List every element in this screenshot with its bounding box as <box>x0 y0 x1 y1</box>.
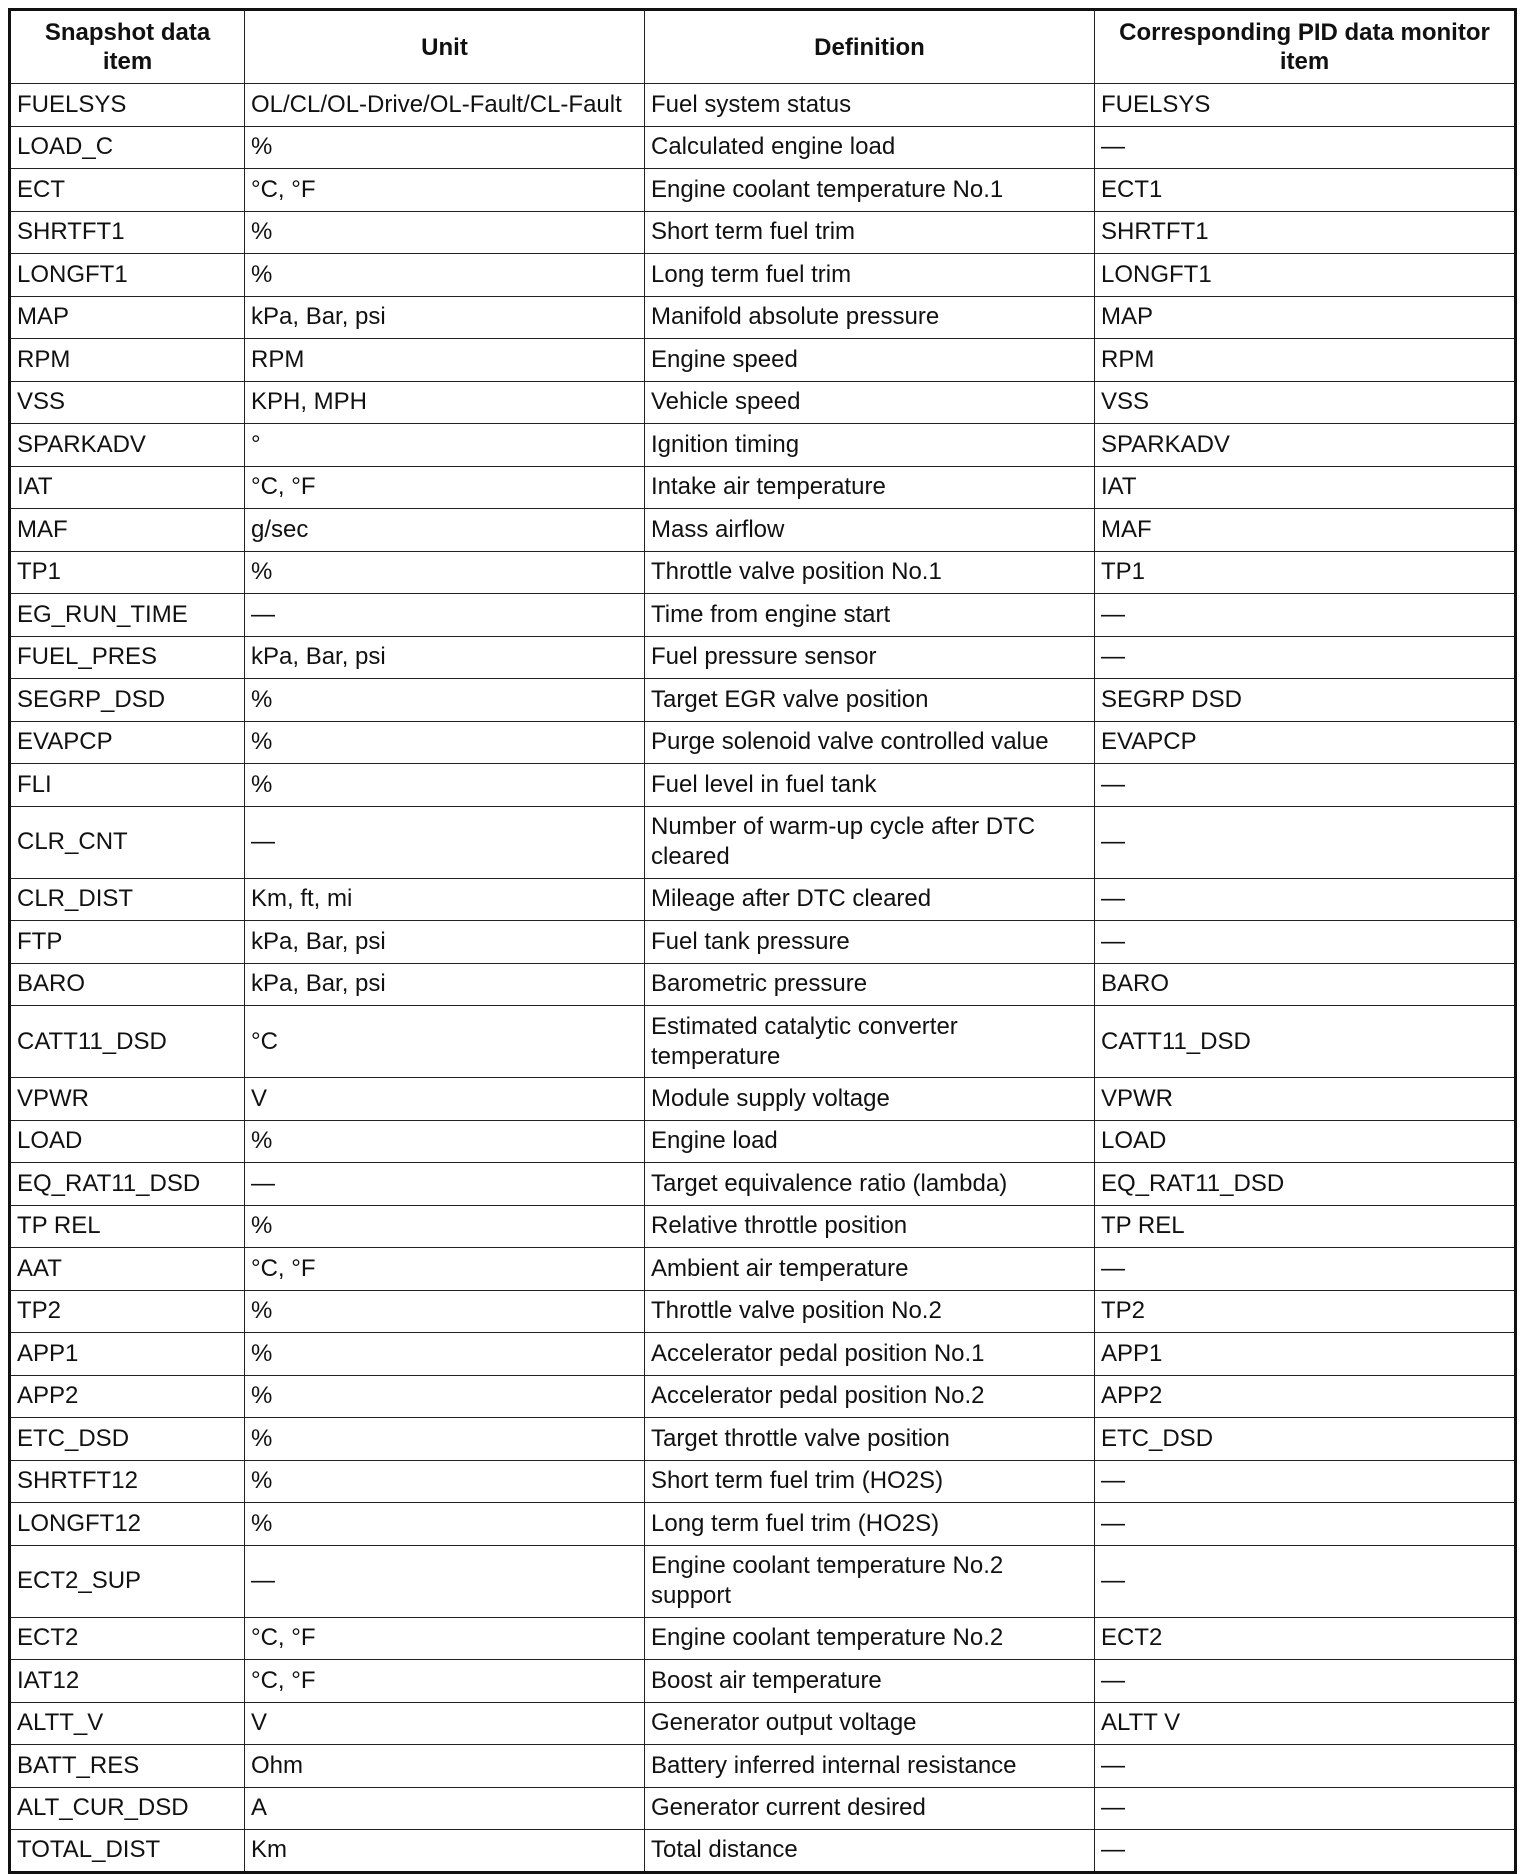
cell-unit: Km, ft, mi <box>245 878 645 921</box>
cell-snapshot-item: VPWR <box>10 1078 245 1121</box>
cell-snapshot-item: TP REL <box>10 1205 245 1248</box>
cell-snapshot-item: MAF <box>10 509 245 552</box>
cell-definition: Engine coolant temperature No.2 support <box>645 1545 1095 1617</box>
cell-definition: Intake air temperature <box>645 466 1095 509</box>
table-row <box>10 509 1516 552</box>
table-row <box>10 381 1516 424</box>
cell-unit: % <box>245 1290 645 1333</box>
cell-definition: Calculated engine load <box>645 126 1095 169</box>
table-row <box>10 254 1516 297</box>
cell-pid-item: MAF <box>1095 509 1516 552</box>
cell-unit: °C <box>245 1006 645 1078</box>
cell-unit: % <box>245 721 645 764</box>
table-row <box>10 636 1516 679</box>
table-row <box>10 1375 1516 1418</box>
table-row <box>10 1660 1516 1703</box>
snapshot-data-table <box>8 8 1517 1874</box>
cell-definition: Generator output voltage <box>645 1702 1095 1745</box>
cell-snapshot-item: EQ_RAT11_DSD <box>10 1163 245 1206</box>
cell-pid-item: — <box>1095 1545 1516 1617</box>
cell-unit: kPa, Bar, psi <box>245 963 645 1006</box>
table-row <box>10 878 1516 921</box>
table-row <box>10 1120 1516 1163</box>
cell-unit: g/sec <box>245 509 645 552</box>
cell-snapshot-item: EG_RUN_TIME <box>10 594 245 637</box>
cell-pid-item: RPM <box>1095 339 1516 382</box>
table-row <box>10 84 1516 127</box>
cell-pid-item: CATT11_DSD <box>1095 1006 1516 1078</box>
cell-unit: Km <box>245 1830 645 1873</box>
table-row <box>10 679 1516 722</box>
cell-definition: Throttle valve position No.1 <box>645 551 1095 594</box>
cell-pid-item: — <box>1095 594 1516 637</box>
table-row <box>10 1702 1516 1745</box>
cell-snapshot-item: CLR_DIST <box>10 878 245 921</box>
cell-snapshot-item: FTP <box>10 921 245 964</box>
cell-snapshot-item: ECT2 <box>10 1617 245 1660</box>
cell-snapshot-item: FLI <box>10 764 245 807</box>
cell-pid-item: — <box>1095 1787 1516 1830</box>
cell-pid-item: ECT2 <box>1095 1617 1516 1660</box>
cell-unit: A <box>245 1787 645 1830</box>
cell-definition: Target EGR valve position <box>645 679 1095 722</box>
cell-unit: °C, °F <box>245 1248 645 1291</box>
table-body <box>10 84 1516 1873</box>
cell-unit: % <box>245 1333 645 1376</box>
cell-snapshot-item: TP1 <box>10 551 245 594</box>
cell-snapshot-item: IAT <box>10 466 245 509</box>
cell-definition: Engine coolant temperature No.2 <box>645 1617 1095 1660</box>
table-row <box>10 1163 1516 1206</box>
cell-unit: — <box>245 806 645 878</box>
cell-definition: Purge solenoid valve controlled value <box>645 721 1095 764</box>
cell-unit: % <box>245 1418 645 1461</box>
cell-snapshot-item: SHRTFT12 <box>10 1460 245 1503</box>
cell-definition: Engine speed <box>645 339 1095 382</box>
cell-snapshot-item: TP2 <box>10 1290 245 1333</box>
cell-definition: Total distance <box>645 1830 1095 1873</box>
cell-pid-item: — <box>1095 878 1516 921</box>
cell-unit: % <box>245 764 645 807</box>
cell-pid-item: SPARKADV <box>1095 424 1516 467</box>
cell-snapshot-item: MAP <box>10 296 245 339</box>
table-row <box>10 1503 1516 1546</box>
header-snapshot-data-item: Snapshot data item <box>10 10 245 84</box>
cell-snapshot-item: CLR_CNT <box>10 806 245 878</box>
cell-snapshot-item: LOAD <box>10 1120 245 1163</box>
cell-unit: % <box>245 1503 645 1546</box>
cell-unit: kPa, Bar, psi <box>245 636 645 679</box>
table-header <box>10 10 1516 84</box>
header-unit: Unit <box>245 10 645 84</box>
cell-snapshot-item: FUELSYS <box>10 84 245 127</box>
cell-unit: kPa, Bar, psi <box>245 296 645 339</box>
cell-snapshot-item: APP1 <box>10 1333 245 1376</box>
cell-definition: Short term fuel trim <box>645 211 1095 254</box>
cell-definition: Boost air temperature <box>645 1660 1095 1703</box>
cell-definition: Target equivalence ratio (lambda) <box>645 1163 1095 1206</box>
cell-unit: % <box>245 1375 645 1418</box>
cell-snapshot-item: ETC_DSD <box>10 1418 245 1461</box>
cell-pid-item: VSS <box>1095 381 1516 424</box>
cell-snapshot-item: RPM <box>10 339 245 382</box>
snapshot-data-table-container <box>8 8 1514 1874</box>
table-row <box>10 339 1516 382</box>
cell-definition: Mileage after DTC cleared <box>645 878 1095 921</box>
cell-snapshot-item: ALT_CUR_DSD <box>10 1787 245 1830</box>
cell-unit: V <box>245 1078 645 1121</box>
cell-definition: Ambient air temperature <box>645 1248 1095 1291</box>
cell-definition: Generator current desired <box>645 1787 1095 1830</box>
table-row <box>10 1460 1516 1503</box>
cell-unit: RPM <box>245 339 645 382</box>
cell-pid-item: — <box>1095 126 1516 169</box>
cell-unit: % <box>245 679 645 722</box>
cell-unit: — <box>245 1545 645 1617</box>
cell-definition: Ignition timing <box>645 424 1095 467</box>
cell-snapshot-item: SHRTFT1 <box>10 211 245 254</box>
cell-definition: Long term fuel trim <box>645 254 1095 297</box>
cell-definition: Engine coolant temperature No.1 <box>645 169 1095 212</box>
cell-snapshot-item: LONGFT1 <box>10 254 245 297</box>
cell-snapshot-item: BATT_RES <box>10 1745 245 1788</box>
cell-snapshot-item: ECT <box>10 169 245 212</box>
cell-pid-item: FUELSYS <box>1095 84 1516 127</box>
table-row <box>10 211 1516 254</box>
table-row <box>10 806 1516 878</box>
cell-pid-item: — <box>1095 1660 1516 1703</box>
cell-unit: V <box>245 1702 645 1745</box>
cell-pid-item: EVAPCP <box>1095 721 1516 764</box>
cell-unit: % <box>245 126 645 169</box>
cell-definition: Short term fuel trim (HO2S) <box>645 1460 1095 1503</box>
table-row <box>10 169 1516 212</box>
cell-unit: °C, °F <box>245 169 645 212</box>
cell-unit: °C, °F <box>245 1617 645 1660</box>
cell-unit: — <box>245 594 645 637</box>
cell-pid-item: SEGRP DSD <box>1095 679 1516 722</box>
cell-unit: % <box>245 1120 645 1163</box>
cell-pid-item: SHRTFT1 <box>1095 211 1516 254</box>
cell-pid-item: APP2 <box>1095 1375 1516 1418</box>
cell-unit: OL/CL/OL-Drive/OL-Fault/CL-Fault <box>245 84 645 127</box>
cell-pid-item: TP REL <box>1095 1205 1516 1248</box>
header-row <box>10 10 1516 84</box>
cell-unit: % <box>245 1460 645 1503</box>
cell-snapshot-item: EVAPCP <box>10 721 245 764</box>
cell-snapshot-item: ALTT_V <box>10 1702 245 1745</box>
cell-pid-item: ALTT V <box>1095 1702 1516 1745</box>
cell-pid-item: — <box>1095 636 1516 679</box>
table-row <box>10 1205 1516 1248</box>
cell-definition: Barometric pressure <box>645 963 1095 1006</box>
cell-snapshot-item: ECT2_SUP <box>10 1545 245 1617</box>
cell-snapshot-item: TOTAL_DIST <box>10 1830 245 1873</box>
cell-pid-item: LONGFT1 <box>1095 254 1516 297</box>
cell-pid-item: TP2 <box>1095 1290 1516 1333</box>
cell-definition: Long term fuel trim (HO2S) <box>645 1503 1095 1546</box>
cell-definition: Relative throttle position <box>645 1205 1095 1248</box>
cell-unit: °C, °F <box>245 1660 645 1703</box>
cell-definition: Vehicle speed <box>645 381 1095 424</box>
cell-pid-item: ETC_DSD <box>1095 1418 1516 1461</box>
cell-snapshot-item: LONGFT12 <box>10 1503 245 1546</box>
table-row <box>10 921 1516 964</box>
cell-definition: Throttle valve position No.2 <box>645 1290 1095 1333</box>
cell-pid-item: — <box>1095 1460 1516 1503</box>
table-row <box>10 296 1516 339</box>
cell-definition: Manifold absolute pressure <box>645 296 1095 339</box>
cell-pid-item: LOAD <box>1095 1120 1516 1163</box>
header-definition: Definition <box>645 10 1095 84</box>
cell-snapshot-item: SPARKADV <box>10 424 245 467</box>
table-row <box>10 1830 1516 1873</box>
cell-unit: ° <box>245 424 645 467</box>
cell-snapshot-item: AAT <box>10 1248 245 1291</box>
cell-unit: % <box>245 1205 645 1248</box>
table-row <box>10 1617 1516 1660</box>
cell-pid-item: — <box>1095 921 1516 964</box>
cell-definition: Estimated catalytic converter temperature <box>645 1006 1095 1078</box>
cell-definition: Target throttle valve position <box>645 1418 1095 1461</box>
table-row <box>10 466 1516 509</box>
cell-unit: % <box>245 254 645 297</box>
cell-snapshot-item: APP2 <box>10 1375 245 1418</box>
table-row <box>10 424 1516 467</box>
table-row <box>10 721 1516 764</box>
cell-unit: KPH, MPH <box>245 381 645 424</box>
cell-pid-item: BARO <box>1095 963 1516 1006</box>
cell-unit: Ohm <box>245 1745 645 1788</box>
cell-unit: % <box>245 551 645 594</box>
cell-definition: Battery inferred internal resistance <box>645 1745 1095 1788</box>
cell-definition: Fuel pressure sensor <box>645 636 1095 679</box>
table-row <box>10 1248 1516 1291</box>
cell-pid-item: — <box>1095 1745 1516 1788</box>
cell-pid-item: — <box>1095 1503 1516 1546</box>
cell-snapshot-item: LOAD_C <box>10 126 245 169</box>
cell-snapshot-item: CATT11_DSD <box>10 1006 245 1078</box>
table-row <box>10 1545 1516 1617</box>
cell-definition: Engine load <box>645 1120 1095 1163</box>
cell-pid-item: EQ_RAT11_DSD <box>1095 1163 1516 1206</box>
cell-pid-item: IAT <box>1095 466 1516 509</box>
cell-definition: Number of warm-up cycle after DTC cleared <box>645 806 1095 878</box>
cell-definition: Mass airflow <box>645 509 1095 552</box>
table-row <box>10 1418 1516 1461</box>
cell-pid-item: — <box>1095 1248 1516 1291</box>
table-row <box>10 1787 1516 1830</box>
cell-snapshot-item: FUEL_PRES <box>10 636 245 679</box>
cell-pid-item: — <box>1095 806 1516 878</box>
table-row <box>10 1078 1516 1121</box>
cell-snapshot-item: SEGRP_DSD <box>10 679 245 722</box>
cell-pid-item: TP1 <box>1095 551 1516 594</box>
cell-snapshot-item: BARO <box>10 963 245 1006</box>
cell-snapshot-item: IAT12 <box>10 1660 245 1703</box>
table-row <box>10 1745 1516 1788</box>
cell-unit: kPa, Bar, psi <box>245 921 645 964</box>
cell-definition: Fuel tank pressure <box>645 921 1095 964</box>
cell-pid-item: — <box>1095 764 1516 807</box>
header-pid-monitor-item: Corresponding PID data monitor item <box>1095 10 1516 84</box>
table-row <box>10 1290 1516 1333</box>
cell-unit: °C, °F <box>245 466 645 509</box>
table-row <box>10 126 1516 169</box>
cell-pid-item: — <box>1095 1830 1516 1873</box>
table-row <box>10 594 1516 637</box>
table-row <box>10 1006 1516 1078</box>
table-row <box>10 551 1516 594</box>
cell-pid-item: APP1 <box>1095 1333 1516 1376</box>
table-row <box>10 764 1516 807</box>
cell-snapshot-item: VSS <box>10 381 245 424</box>
cell-definition: Accelerator pedal position No.1 <box>645 1333 1095 1376</box>
cell-unit: % <box>245 211 645 254</box>
cell-definition: Fuel system status <box>645 84 1095 127</box>
cell-definition: Accelerator pedal position No.2 <box>645 1375 1095 1418</box>
table-row <box>10 963 1516 1006</box>
cell-pid-item: ECT1 <box>1095 169 1516 212</box>
table-row <box>10 1333 1516 1376</box>
cell-pid-item: MAP <box>1095 296 1516 339</box>
cell-definition: Module supply voltage <box>645 1078 1095 1121</box>
cell-pid-item: VPWR <box>1095 1078 1516 1121</box>
cell-unit: — <box>245 1163 645 1206</box>
cell-definition: Time from engine start <box>645 594 1095 637</box>
cell-definition: Fuel level in fuel tank <box>645 764 1095 807</box>
